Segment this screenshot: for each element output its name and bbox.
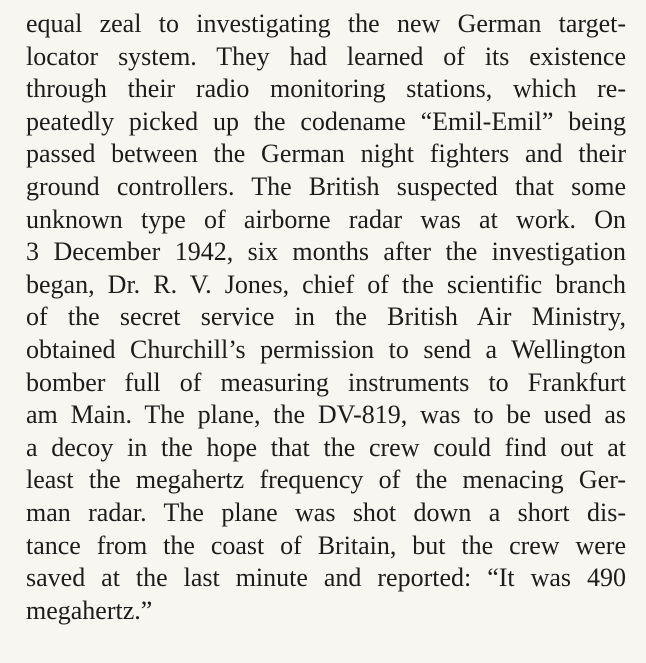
text-line: megahertz.” xyxy=(26,595,153,625)
text-line: am Main. The plane, the DV-819, was to be used as xyxy=(26,400,626,430)
text-line: 3 December 1942, six months after the investigation xyxy=(26,237,626,267)
text-line: through their radio monitoring stations, which re- xyxy=(26,74,626,104)
text-line: of the secret service in the British Air Ministry, xyxy=(26,302,626,332)
text-line: began, Dr. R. V. Jones, chief of the scientific branch xyxy=(26,269,626,299)
text-line: man radar. The plane was shot down a short dis- xyxy=(26,497,626,527)
text-line: least the megahertz frequency of the menacing Ger- xyxy=(26,465,626,495)
text-line: obtained Churchill’s permission to send a Wellington xyxy=(26,334,626,364)
text-line: a decoy in the hope that the crew could find out at xyxy=(26,432,626,462)
body-paragraph xyxy=(26,8,626,627)
text-line: locator system. They had learned of its existence xyxy=(26,41,626,71)
text-line: bomber full of measuring instruments to Frankfurt xyxy=(26,367,626,397)
text-line: unknown type of airborne radar was at work. On xyxy=(26,204,626,234)
text-line: equal zeal to investigating the new German target- xyxy=(26,9,626,38)
text-line: passed between the German night fighters and their xyxy=(26,139,626,169)
text-line: tance from the coast of Britain, but the crew were xyxy=(26,530,626,560)
text-line: peatedly picked up the codename “Emil-Emil” being xyxy=(26,106,626,136)
text-line: saved at the last minute and reported: “It was 490 xyxy=(26,563,626,593)
text-line: ground controllers. The British suspected that some xyxy=(26,171,626,201)
